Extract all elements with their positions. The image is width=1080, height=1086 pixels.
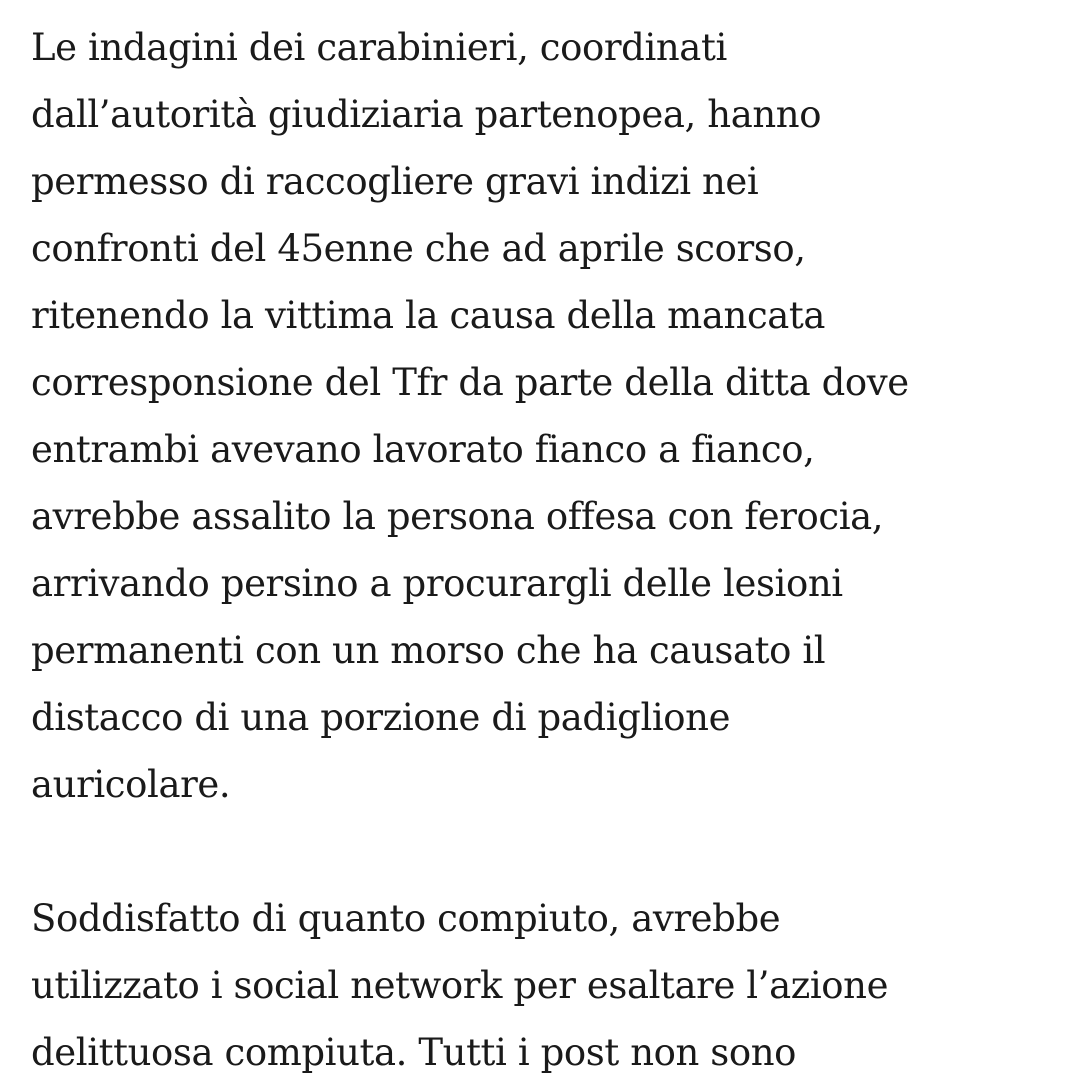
paragraph-line: confronti del 45enne che ad aprile scorso, bbox=[31, 227, 806, 270]
paragraph-line: entrambi avevano lavorato fianco a fianco, bbox=[31, 428, 815, 471]
paragraph-line: ritenendo la vittima la causa della mancata bbox=[31, 294, 826, 337]
paragraph-line: dall’autorità giudiziaria partenopea, hanno bbox=[31, 93, 822, 136]
paragraph-line: delittuosa compiuta. Tutti i post non sono bbox=[31, 1031, 797, 1074]
paragraph-line: permanenti con un morso che ha causato il bbox=[31, 629, 826, 672]
paragraph-line: corresponsione del Tfr da parte della ditta dove bbox=[31, 361, 909, 404]
paragraph-line: utilizzato i social network per esaltare l’azione bbox=[31, 964, 889, 1007]
article-body bbox=[31, 14, 1051, 1086]
paragraph-line: arrivando persino a procurargli delle lesioni bbox=[31, 562, 843, 605]
paragraph-spacer bbox=[31, 818, 1051, 885]
paragraph-1 bbox=[31, 14, 1051, 818]
paragraph-line: Soddisfatto di quanto compiuto, avrebbe bbox=[31, 897, 781, 940]
paragraph-line: permesso di raccogliere gravi indizi nei bbox=[31, 160, 759, 203]
paragraph-line: auricolare. bbox=[31, 763, 231, 806]
paragraph-line: Le indagini dei carabinieri, coordinati bbox=[31, 26, 727, 69]
paragraph-2 bbox=[31, 885, 1051, 1086]
paragraph-line: avrebbe assalito la persona offesa con ferocia, bbox=[31, 495, 884, 538]
paragraph-line: distacco di una porzione di padiglione bbox=[31, 696, 731, 739]
